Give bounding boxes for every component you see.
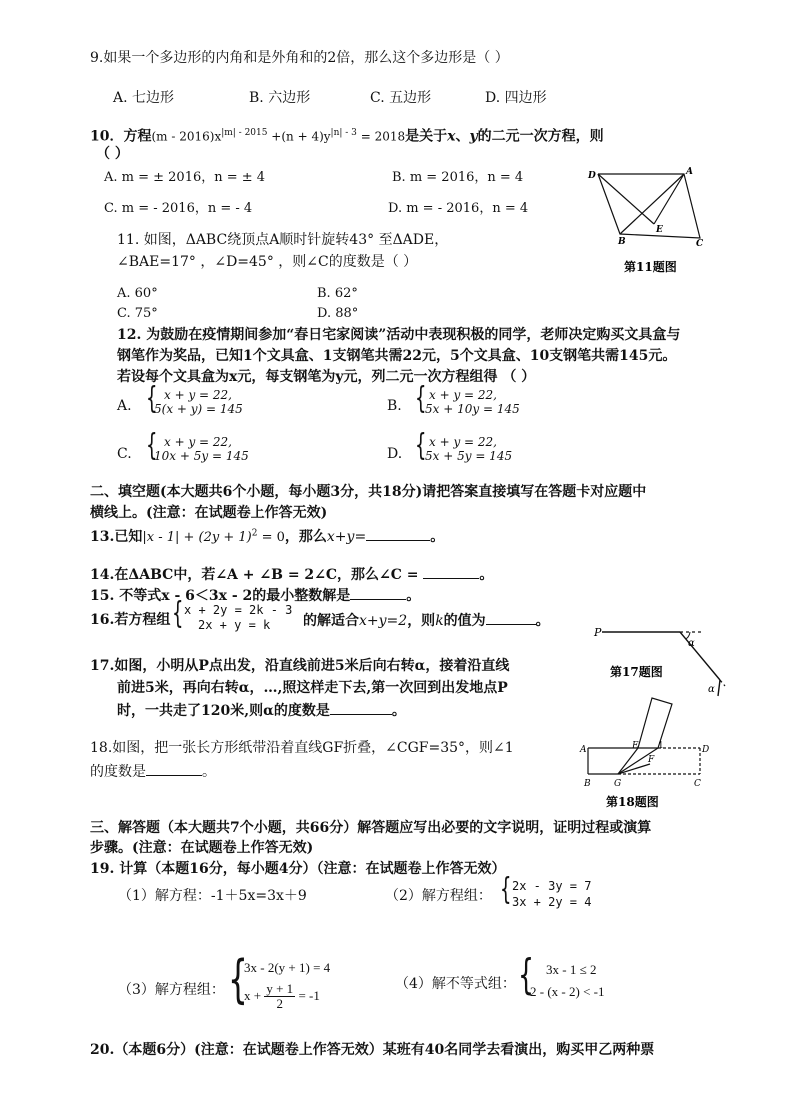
section2-heading-line2: 横线上。(注意：在试题卷上作答无效): [90, 505, 328, 521]
figure-18: [578, 690, 718, 810]
q11-option-b: B. 62°: [317, 286, 358, 301]
q12-option-a-system: { x + y = 22, 5(x + y) = 145: [146, 381, 243, 416]
q12-line2: 钢笔作为奖品，已知1个文具盒、1支钢笔共需22元，5个文具盒、10支钢笔共需145元。: [117, 348, 677, 364]
fig18-label-g: G: [614, 779, 622, 789]
q10-option-d: D. m = - 2016，n = 4: [388, 201, 529, 216]
fig18-label-d: D: [702, 745, 710, 755]
q15: 15. 不等式x - 6＜3x - 2的最小整数解是 。: [90, 588, 421, 604]
q17-answer-blank[interactable]: [330, 702, 392, 715]
fig11-label-e: E: [656, 225, 663, 235]
fig17-alpha-2: α: [708, 684, 715, 695]
q13: 13.已知$|x - 1| + (2y + 1)^2 = 0$，那么x+y= 。: [90, 528, 445, 545]
q19-part2-label: （2）解方程组：: [385, 888, 492, 904]
q11-line1: 11. 如图，ΔABC绕顶点A顺时针旋转43° 至ΔADE，: [117, 232, 449, 248]
q17-line1: 17.如图，小明从P点出发，沿直线前进5米后向右转α，接着沿直线: [90, 658, 510, 674]
fig11-caption: 第11题图: [624, 260, 677, 274]
fig17-label-p: P: [594, 626, 602, 639]
q9-stem: 9.如果一个多边形的内角和是外角和的2倍，那么这个多边形是（ ）: [90, 50, 509, 66]
q19-part3-label: （3）解方程组：: [118, 982, 225, 998]
q11-option-a: A. 60°: [117, 286, 158, 301]
q16-post: 的解适合x+y=2，则k的值为 。: [303, 613, 550, 629]
q9-option-b: B. 六边形: [249, 90, 311, 106]
fig18-caption: 第18题图: [606, 795, 659, 809]
q20-stem: 20.（本题6分）(注意：在试题卷上作答无效）某班有40名同学去看演出，购买甲乙两种票: [90, 1042, 655, 1058]
fig11-label-c: C: [696, 239, 704, 249]
q19-stem: 19. 计算（本题16分，每小题4分）（注意：在试题卷上作答无效）: [90, 861, 506, 877]
q11-option-d: D. 88°: [317, 306, 359, 321]
q10-option-a: A. m = ± 2016，n = ± 4: [104, 170, 266, 185]
q10-option-b: B. m = 2016，n = 4: [392, 170, 524, 185]
fig17-alpha-1: α: [688, 638, 695, 649]
q16-answer-blank[interactable]: [486, 612, 536, 625]
q15-answer-blank[interactable]: [350, 587, 406, 600]
q10-paren: （ ）: [96, 146, 129, 162]
q14-answer-blank[interactable]: [423, 566, 479, 579]
q12-option-c-system: { x + y = 22, 10x + 5y = 145: [146, 428, 249, 463]
fig11-label-d: D: [588, 171, 596, 181]
q12-option-d-label: D.: [387, 446, 403, 462]
q19-part3-system: { 3x - 2(y + 1) = 4 x + $\frac{y + 1}{2}$ = -1: [228, 950, 331, 1012]
q12-option-b-system: { x + y = 22, 5x + 10y = 145: [415, 381, 520, 416]
q14: 14.在ΔABC中，若∠A + ∠B = 2∠C，那么∠C = 。: [90, 567, 494, 583]
q18-line2: 的度数是 。: [90, 764, 216, 780]
q9-option-a: A. 七边形: [113, 90, 175, 106]
q10-stem: 10．方程$(m - 2016)x^{|m| - 2015} +(n + 4)y^{|n| - 3} = 2018$是关于x、y的二元一次方程，则: [90, 128, 604, 145]
fig17-caption: 第17题图: [610, 665, 663, 679]
figure-11: [584, 166, 714, 276]
fig18-label-f: F: [648, 755, 655, 765]
q12-option-b-label: B.: [387, 398, 402, 414]
q11-option-c: C. 75°: [117, 306, 158, 321]
q16-pre: 16.若方程组: [90, 612, 171, 628]
q12-line1: 12. 为鼓励在疫情期间参加“春日宅家阅读”活动中表现积极的同学，老师决定购买文具盒与: [117, 327, 681, 343]
q18-answer-blank[interactable]: [146, 763, 202, 776]
q13-answer-blank[interactable]: [366, 528, 430, 541]
q12-option-a-label: A.: [117, 398, 132, 414]
q10-option-c: C. m = - 2016，n = - 4: [104, 201, 253, 216]
fig18-label-1: 1: [658, 741, 664, 751]
q9-option-c: C. 五边形: [370, 90, 432, 106]
fig18-label-e: E: [632, 741, 639, 751]
q19-part1: （1）解方程：-1＋5x=3x＋9: [118, 888, 307, 904]
q17-line3: 时，一共走了120米,则α的度数是 。: [117, 703, 406, 719]
q19-part4-label: （4）解不等式组：: [395, 976, 516, 992]
q17-line2: 前进5米，再向右转α，…,照这样走下去,第一次回到出发地点P: [117, 680, 508, 696]
q12-option-c-label: C.: [117, 446, 132, 462]
q19-part2-system: { 2x - 3y = 7 3x + 2y = 4: [500, 872, 592, 909]
q19-part4-system: { 3x - 1 ≤ 2 2 - (x - 2) < -1: [518, 950, 605, 999]
q11-line2: ∠BAE=17° ，∠D=45° ，则∠C的度数是（ ）: [117, 254, 418, 270]
q18-line1: 18.如图，把一张长方形纸带沿着直线GF折叠，∠CGF=35°，则∠1: [90, 740, 514, 756]
q12-option-d-system: { x + y = 22, 5x + 5y = 145: [415, 428, 513, 463]
fig18-label-c: C: [694, 779, 701, 789]
q12-line3: 若设每个文具盒为x元，每支钢笔为y元，列二元一次方程组得 （ ）: [117, 369, 536, 385]
fig18-label-a: A: [580, 745, 587, 755]
q9-option-d: D. 四边形: [485, 90, 547, 106]
fig18-label-b: B: [584, 779, 591, 789]
q16-system: { x + 2y = 2k - 3 2x + y = k: [172, 596, 293, 632]
section3-heading-line1: 三、解答题（本大题共7个小题，共66分）解答题应写出必要的文字说明，证明过程或演算: [90, 820, 652, 836]
fig11-label-b: B: [618, 237, 626, 247]
section3-heading-line2: 步骤。(注意：在试题卷上作答无效): [90, 840, 314, 856]
fig11-label-a: A: [686, 167, 693, 177]
section2-heading-line1: 二、填空题(本大题共6个小题，每小题3分，共18分)请把答案直接填写在答题卡对应题中: [90, 484, 647, 500]
